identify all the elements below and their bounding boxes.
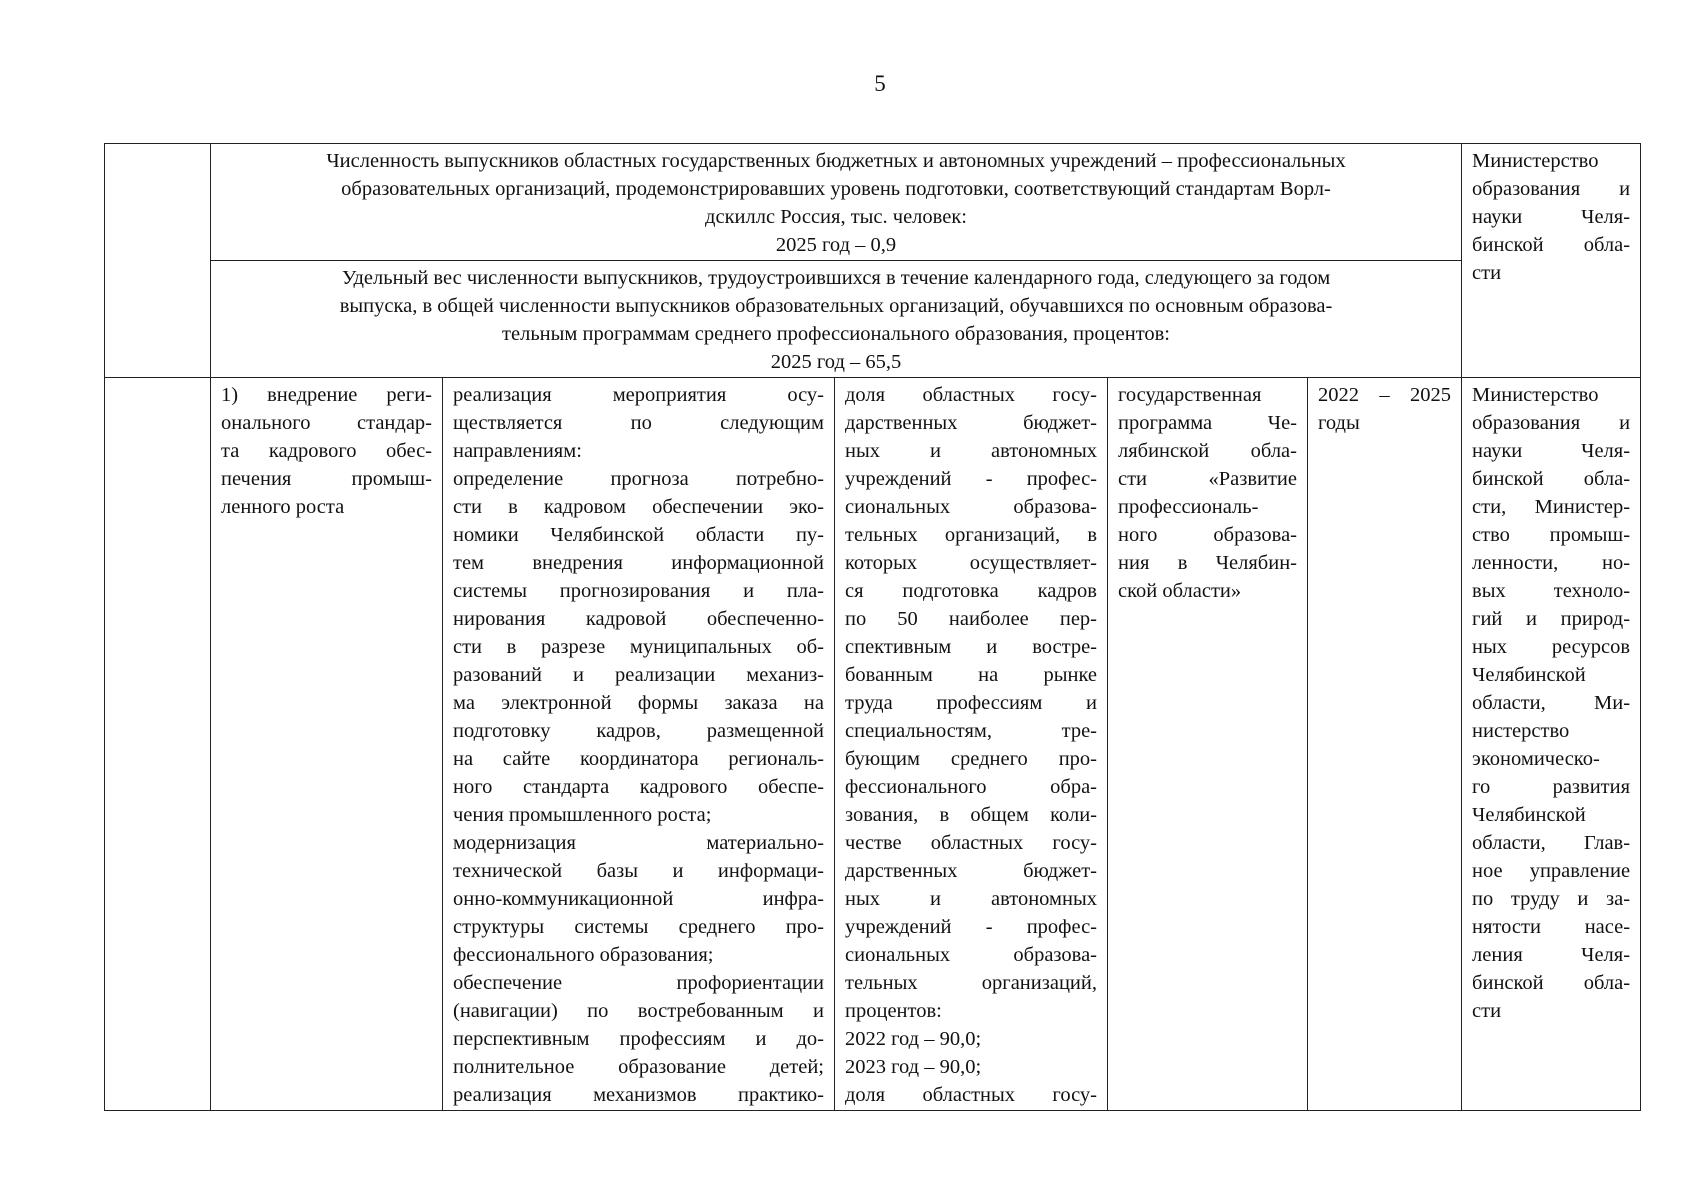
text-line: ления Челя- bbox=[1472, 944, 1631, 966]
text-line: Челябинской bbox=[1472, 804, 1586, 826]
text-line: дарственных бюджет- bbox=[845, 412, 1097, 434]
indicator-line: образовательных организаций, продемонстрировавших уровень подготовки, соответствующий стандартам Ворл- bbox=[341, 178, 1331, 200]
text-line: бинской обла- bbox=[1472, 972, 1631, 994]
text-line: которых осуществляет- bbox=[845, 552, 1097, 574]
text-line: печения промыш- bbox=[221, 468, 432, 490]
text-line: реализация мероприятия осу- bbox=[453, 384, 824, 406]
text-line: честве областных госу- bbox=[845, 832, 1097, 854]
text-line: сти в кадровом обеспечении эко- bbox=[453, 496, 824, 518]
text-line: обеспечение профориентации bbox=[453, 972, 824, 994]
text-line: учреждений - профес- bbox=[845, 468, 1097, 490]
period-cell bbox=[1308, 378, 1462, 1111]
text-line: специальностям, тре- bbox=[845, 720, 1097, 742]
text-line: нирования кадровой обеспеченно- bbox=[453, 608, 824, 630]
text-line: доля областных госу- bbox=[845, 384, 1097, 406]
text-line: 2023 год – 90,0; bbox=[845, 1056, 982, 1078]
text-line: направлениям: bbox=[453, 440, 582, 462]
indicator-line: дскиллс Россия, тыс. человек: bbox=[705, 206, 967, 228]
text-line: тельных организаций, в bbox=[845, 524, 1097, 546]
text-line: бинской обла- bbox=[1472, 468, 1631, 490]
header-responsible-cell bbox=[1462, 144, 1641, 378]
text-line: науки Челя- bbox=[1472, 440, 1631, 462]
text-line: нистерство bbox=[1472, 720, 1570, 742]
text-line: вых техноло- bbox=[1472, 580, 1631, 602]
measure-description-cell bbox=[443, 378, 835, 1111]
indicator-cell bbox=[835, 378, 1108, 1111]
header-row-2 bbox=[105, 261, 1641, 378]
text-line: та кадрового обес- bbox=[221, 440, 432, 462]
text-line: онального стандар- bbox=[221, 412, 432, 434]
text-line: науки Челя- bbox=[1472, 206, 1631, 228]
text-line: Министерство bbox=[1472, 150, 1599, 172]
text-line: технической базы и информаци- bbox=[453, 860, 824, 882]
page-number: 5 bbox=[874, 71, 886, 96]
indicator-line: 2025 год – 0,9 bbox=[775, 234, 897, 256]
text-line: спективным и востре- bbox=[845, 636, 1097, 658]
text-line: профессиональ- bbox=[1118, 496, 1259, 518]
empty-number-cell bbox=[105, 144, 211, 378]
text-line: сти в разрезе муниципальных об- bbox=[453, 636, 824, 658]
text-line: го развития bbox=[1472, 776, 1631, 798]
text-line: 2022 год – 90,0; bbox=[845, 1028, 982, 1050]
text-line: номики Челябинской области пу- bbox=[453, 524, 824, 546]
text-line: разований и реализации механиз- bbox=[453, 664, 824, 686]
indicator-line: Численность выпускников областных государственных бюджетных и автономных учреждений – профессиональных bbox=[326, 150, 1346, 172]
text-line: бующим среднего про- bbox=[845, 748, 1097, 770]
text-line: области, Глав- bbox=[1472, 832, 1631, 854]
text-line: области, Ми- bbox=[1472, 692, 1631, 714]
text-line: (навигации) по востребованным и bbox=[453, 1000, 824, 1022]
indicator-line: 2025 год – 65,5 bbox=[770, 351, 902, 373]
text-line: ного стандарта кадрового обеспе- bbox=[453, 776, 824, 798]
text-line: подготовку кадров, размещенной bbox=[453, 720, 824, 742]
text-line: дарственных бюджет- bbox=[845, 860, 1097, 882]
text-line: онно-коммуникационной инфра- bbox=[453, 888, 824, 910]
text-line: ской области» bbox=[1118, 580, 1242, 602]
text-line: ного образова- bbox=[1118, 524, 1297, 546]
text-line: тельных организаций, bbox=[845, 972, 1097, 994]
indicator-line: Удельный вес численности выпускников, трудоустроившихся в течение календарного года, следующего за годом bbox=[341, 267, 1331, 289]
text-line: гий и природ- bbox=[1472, 608, 1631, 630]
text-line: учреждений - профес- bbox=[845, 916, 1097, 938]
text-line: бованным на рынке bbox=[845, 664, 1097, 686]
text-line: сти, Министер- bbox=[1472, 496, 1631, 518]
indicator-line: тельным программам среднего профессионального образования, процентов: bbox=[502, 323, 1171, 345]
text-line: на сайте координатора региональ- bbox=[453, 748, 824, 770]
text-line: годы bbox=[1318, 412, 1360, 434]
text-line: сти bbox=[1472, 1000, 1502, 1022]
header-row-1 bbox=[105, 144, 1641, 261]
text-line: лябинской обла- bbox=[1118, 440, 1297, 462]
text-line: системы прогнозирования и пла- bbox=[453, 580, 824, 602]
text-line: государственная bbox=[1118, 384, 1262, 406]
text-line: процентов: bbox=[845, 1000, 942, 1022]
text-line: образования и bbox=[1472, 412, 1631, 434]
text-line: по труду и за- bbox=[1472, 888, 1631, 910]
text-line: модернизация материально- bbox=[453, 832, 824, 854]
text-line: ных и автономных bbox=[845, 440, 1097, 462]
text-line: ное управление bbox=[1472, 860, 1631, 882]
measure-row bbox=[105, 378, 1641, 1111]
text-line: сиональных образова- bbox=[845, 944, 1097, 966]
text-line: сти «Развитие bbox=[1118, 468, 1297, 490]
text-line: ния в Челябин- bbox=[1118, 552, 1297, 574]
text-line: перспективным профессиям и до- bbox=[453, 1028, 824, 1050]
text-line: сти bbox=[1472, 262, 1502, 284]
text-line: ществляется по следующим bbox=[453, 412, 824, 434]
text-line: образования и bbox=[1472, 178, 1631, 200]
text-line: ленности, но- bbox=[1472, 552, 1631, 574]
indicator-graduates-worldskills bbox=[211, 144, 1462, 261]
text-line: ленного роста bbox=[221, 496, 345, 518]
text-line: зования, в общем коли- bbox=[845, 804, 1097, 826]
text-line: труда профессиям и bbox=[845, 692, 1097, 714]
indicator-line: выпуска, в общей численности выпускников образовательных организаций, обучавшихся по основным образова- bbox=[339, 295, 1333, 317]
text-line: 1) внедрение реги- bbox=[221, 384, 432, 406]
text-line: фессионального образования; bbox=[453, 944, 714, 966]
text-line: по 50 наиболее пер- bbox=[845, 608, 1097, 630]
text-line: ство промыш- bbox=[1472, 524, 1631, 546]
text-line: реализация механизмов практико- bbox=[453, 1084, 824, 1106]
measures-table bbox=[104, 143, 1641, 1111]
text-line: фессионального обра- bbox=[845, 776, 1097, 798]
text-line: ных ресурсов bbox=[1472, 636, 1631, 658]
text-line: программа Че- bbox=[1118, 412, 1297, 434]
text-line: Министерство bbox=[1472, 384, 1599, 406]
text-line: полнительное образование детей; bbox=[453, 1056, 824, 1078]
row-number-cell bbox=[105, 378, 211, 1111]
text-line: нятости насе- bbox=[1472, 916, 1631, 938]
text-line: ных и автономных bbox=[845, 888, 1097, 910]
text-line: Челябинской bbox=[1472, 664, 1586, 686]
text-line: сиональных образова- bbox=[845, 496, 1097, 518]
text-line: 2022 – 2025 bbox=[1318, 384, 1452, 406]
responsible-cell bbox=[1462, 378, 1641, 1111]
text-line: доля областных госу- bbox=[845, 1084, 1097, 1106]
text-line: ся подготовка кадров bbox=[845, 580, 1097, 602]
text-line: экономическо- bbox=[1472, 748, 1600, 770]
text-line: чения промышленного роста; bbox=[453, 804, 712, 826]
text-line: бинской обла- bbox=[1472, 234, 1631, 256]
text-line: структуры системы среднего про- bbox=[453, 916, 824, 938]
indicator-employment-share bbox=[211, 261, 1462, 378]
program-cell bbox=[1108, 378, 1308, 1111]
text-line: ма электронной формы заказа на bbox=[453, 692, 824, 714]
text-line: определение прогноза потребно- bbox=[453, 468, 824, 490]
text-line: тем внедрения информационной bbox=[453, 552, 824, 574]
measure-name-cell bbox=[211, 378, 443, 1111]
